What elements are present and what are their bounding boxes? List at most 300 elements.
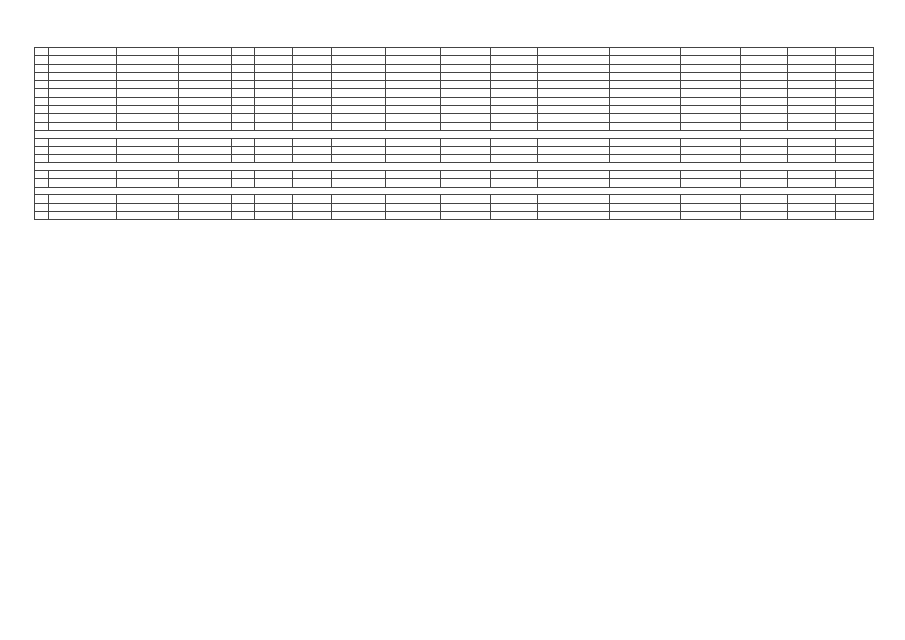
value-cell [787, 138, 836, 146]
value-cell [490, 97, 538, 105]
value-cell [232, 114, 255, 122]
value-cell [116, 114, 178, 122]
value-cell [178, 171, 231, 179]
value-cell [538, 179, 609, 187]
value-cell [254, 81, 293, 89]
value-cell [787, 106, 836, 114]
value-cell [609, 64, 680, 72]
row-number-cell [35, 81, 49, 89]
address-cell [48, 171, 116, 179]
table-row [35, 89, 874, 97]
value-cell [440, 171, 490, 179]
column-number-cell [440, 48, 490, 56]
column-number-cell [254, 48, 293, 56]
value-cell [787, 97, 836, 105]
value-cell [787, 64, 836, 72]
table-row [35, 97, 874, 105]
value-cell [440, 97, 490, 105]
value-cell [178, 114, 231, 122]
value-cell [609, 122, 680, 130]
value-cell [178, 203, 231, 211]
row-number-cell [35, 97, 49, 105]
value-cell [836, 146, 874, 154]
value-cell [178, 106, 231, 114]
value-cell [386, 122, 440, 130]
value-cell [787, 179, 836, 187]
value-cell [116, 56, 178, 64]
value-cell [116, 195, 178, 203]
value-cell [254, 203, 293, 211]
column-number-cell [178, 48, 231, 56]
value-cell [386, 146, 440, 154]
value-cell [178, 122, 231, 130]
value-cell [836, 81, 874, 89]
value-cell [116, 146, 178, 154]
value-cell [490, 211, 538, 219]
value-cell [741, 122, 787, 130]
value-cell [116, 81, 178, 89]
address-cell [48, 122, 116, 130]
value-cell [787, 195, 836, 203]
value-cell [332, 72, 386, 80]
value-cell [741, 155, 787, 163]
address-cell [48, 64, 116, 72]
value-cell [538, 56, 609, 64]
value-cell [609, 138, 680, 146]
value-cell [386, 211, 440, 219]
value-cell [538, 203, 609, 211]
column-number-cell [332, 48, 386, 56]
value-cell [440, 106, 490, 114]
table-row [35, 114, 874, 122]
value-cell [440, 72, 490, 80]
subtotal-row [35, 179, 874, 187]
value-cell [332, 195, 386, 203]
value-cell [178, 81, 231, 89]
address-cell [48, 155, 116, 163]
column-number-cell [609, 48, 680, 56]
value-cell [293, 195, 332, 203]
value-cell [538, 195, 609, 203]
value-cell [741, 171, 787, 179]
section-title [35, 187, 874, 195]
value-cell [293, 138, 332, 146]
value-cell [254, 171, 293, 179]
value-cell [440, 138, 490, 146]
value-cell [293, 89, 332, 97]
value-cell [538, 106, 609, 114]
value-cell [836, 179, 874, 187]
value-cell [293, 122, 332, 130]
value-cell [386, 114, 440, 122]
value-cell [232, 179, 255, 187]
value-cell [293, 146, 332, 154]
value-cell [490, 146, 538, 154]
value-cell [116, 171, 178, 179]
value-cell [681, 211, 741, 219]
value-cell [116, 64, 178, 72]
table-row [35, 195, 874, 203]
value-cell [538, 138, 609, 146]
table-row [35, 106, 874, 114]
value-cell [440, 211, 490, 219]
value-cell [609, 211, 680, 219]
value-cell [440, 146, 490, 154]
address-cell [48, 195, 116, 203]
value-cell [332, 171, 386, 179]
value-cell [490, 72, 538, 80]
value-cell [232, 122, 255, 130]
table-row [35, 138, 874, 146]
value-cell [609, 81, 680, 89]
value-cell [254, 195, 293, 203]
value-cell [386, 72, 440, 80]
value-cell [490, 179, 538, 187]
value-cell [440, 195, 490, 203]
value-cell [836, 89, 874, 97]
value-cell [440, 122, 490, 130]
value-cell [254, 179, 293, 187]
value-cell [440, 81, 490, 89]
value-cell [836, 203, 874, 211]
value-cell [538, 89, 609, 97]
address-cell [48, 114, 116, 122]
value-cell [741, 64, 787, 72]
value-cell [386, 155, 440, 163]
value-cell [440, 155, 490, 163]
row-number-cell [35, 138, 49, 146]
column-number-cell [386, 48, 440, 56]
column-number-cell [48, 48, 116, 56]
row-number-cell [35, 195, 49, 203]
subtotal-row [35, 122, 874, 130]
value-cell [254, 56, 293, 64]
value-cell [836, 72, 874, 80]
column-number-row [35, 48, 874, 56]
value-cell [787, 211, 836, 219]
value-cell [332, 211, 386, 219]
value-cell [681, 195, 741, 203]
value-cell [490, 114, 538, 122]
row-number-cell [35, 56, 49, 64]
section-header-row [35, 187, 874, 195]
address-cell [48, 89, 116, 97]
value-cell [386, 138, 440, 146]
value-cell [836, 64, 874, 72]
value-cell [741, 56, 787, 64]
value-cell [681, 122, 741, 130]
value-cell [254, 122, 293, 130]
value-cell [116, 97, 178, 105]
value-cell [293, 211, 332, 219]
value-cell [836, 114, 874, 122]
value-cell [741, 89, 787, 97]
value-cell [178, 56, 231, 64]
value-cell [232, 155, 255, 163]
table-row [35, 64, 874, 72]
value-cell [538, 81, 609, 89]
value-cell [787, 56, 836, 64]
value-cell [836, 171, 874, 179]
value-cell [741, 146, 787, 154]
value-cell [386, 56, 440, 64]
value-cell [787, 122, 836, 130]
value-cell [609, 146, 680, 154]
value-cell [116, 72, 178, 80]
value-cell [116, 211, 178, 219]
address-cell [48, 81, 116, 89]
value-cell [440, 56, 490, 64]
table-row [35, 56, 874, 64]
value-cell [836, 195, 874, 203]
row-number-cell [35, 64, 49, 72]
value-cell [178, 195, 231, 203]
value-cell [116, 203, 178, 211]
value-cell [741, 203, 787, 211]
value-cell [254, 106, 293, 114]
value-cell [741, 114, 787, 122]
value-cell [787, 89, 836, 97]
column-number-cell [741, 48, 787, 56]
value-cell [178, 155, 231, 163]
value-cell [440, 203, 490, 211]
address-cell [48, 106, 116, 114]
column-number-cell [538, 48, 609, 56]
value-cell [490, 155, 538, 163]
value-cell [293, 97, 332, 105]
value-cell [178, 146, 231, 154]
value-cell [178, 97, 231, 105]
value-cell [609, 155, 680, 163]
value-cell [681, 146, 741, 154]
value-cell [293, 155, 332, 163]
value-cell [681, 138, 741, 146]
value-cell [254, 72, 293, 80]
value-cell [609, 203, 680, 211]
value-cell [293, 56, 332, 64]
row-number-cell [35, 72, 49, 80]
column-number-cell [490, 48, 538, 56]
value-cell [741, 138, 787, 146]
table-row [35, 81, 874, 89]
value-cell [490, 56, 538, 64]
value-cell [681, 64, 741, 72]
value-cell [681, 81, 741, 89]
value-cell [254, 211, 293, 219]
value-cell [254, 138, 293, 146]
value-cell [538, 72, 609, 80]
value-cell [232, 97, 255, 105]
value-cell [681, 155, 741, 163]
value-cell [254, 155, 293, 163]
value-cell [741, 211, 787, 219]
value-cell [332, 106, 386, 114]
subtotal-row [35, 203, 874, 211]
value-cell [232, 195, 255, 203]
column-number-cell [116, 48, 178, 56]
value-cell [787, 171, 836, 179]
value-cell [681, 97, 741, 105]
value-cell [609, 72, 680, 80]
table-row [35, 171, 874, 179]
value-cell [538, 97, 609, 105]
column-number-cell [35, 48, 49, 56]
value-cell [681, 114, 741, 122]
value-cell [386, 81, 440, 89]
value-cell [741, 81, 787, 89]
value-cell [232, 106, 255, 114]
value-cell [293, 64, 332, 72]
value-cell [787, 146, 836, 154]
value-cell [609, 171, 680, 179]
address-cell [48, 203, 116, 211]
value-cell [293, 203, 332, 211]
value-cell [178, 179, 231, 187]
address-cell [48, 56, 116, 64]
value-cell [440, 114, 490, 122]
value-cell [178, 72, 231, 80]
section-title [35, 130, 874, 138]
value-cell [681, 72, 741, 80]
value-cell [386, 203, 440, 211]
value-cell [178, 64, 231, 72]
value-cell [490, 89, 538, 97]
value-cell [232, 89, 255, 97]
value-cell [609, 195, 680, 203]
value-cell [609, 56, 680, 64]
value-cell [787, 114, 836, 122]
value-cell [254, 64, 293, 72]
value-cell [490, 64, 538, 72]
value-cell [609, 114, 680, 122]
value-cell [332, 89, 386, 97]
row-number-cell [35, 146, 49, 154]
column-number-cell [293, 48, 332, 56]
value-cell [293, 72, 332, 80]
value-cell [440, 89, 490, 97]
value-cell [681, 106, 741, 114]
value-cell [116, 138, 178, 146]
value-cell [836, 97, 874, 105]
value-cell [836, 56, 874, 64]
value-cell [538, 155, 609, 163]
value-cell [681, 171, 741, 179]
address-cell [48, 97, 116, 105]
value-cell [254, 97, 293, 105]
value-cell [293, 171, 332, 179]
value-cell [787, 155, 836, 163]
value-cell [440, 64, 490, 72]
value-cell [116, 155, 178, 163]
row-number-cell [35, 106, 49, 114]
section-title [35, 163, 874, 171]
row-number-cell [35, 122, 49, 130]
value-cell [116, 179, 178, 187]
table-row [35, 72, 874, 80]
column-number-cell [232, 48, 255, 56]
address-cell [48, 138, 116, 146]
value-cell [386, 64, 440, 72]
value-cell [332, 138, 386, 146]
value-cell [254, 146, 293, 154]
grand-total-row [35, 211, 874, 219]
value-cell [490, 138, 538, 146]
value-cell [232, 81, 255, 89]
value-cell [232, 138, 255, 146]
value-cell [836, 106, 874, 114]
column-number-cell [787, 48, 836, 56]
value-cell [332, 146, 386, 154]
value-cell [787, 72, 836, 80]
value-cell [836, 122, 874, 130]
subtotal-row [35, 155, 874, 163]
value-cell [741, 179, 787, 187]
row-number-cell [35, 114, 49, 122]
value-cell [741, 195, 787, 203]
value-cell [386, 106, 440, 114]
value-cell [232, 146, 255, 154]
value-cell [538, 114, 609, 122]
value-cell [332, 122, 386, 130]
value-cell [386, 179, 440, 187]
value-cell [386, 89, 440, 97]
value-cell [490, 81, 538, 89]
row-number-cell [35, 203, 49, 211]
value-cell [116, 106, 178, 114]
value-cell [232, 171, 255, 179]
row-number-cell [35, 155, 49, 163]
value-cell [116, 89, 178, 97]
value-cell [232, 64, 255, 72]
value-cell [332, 56, 386, 64]
value-cell [332, 81, 386, 89]
section-header-row [35, 163, 874, 171]
value-cell [681, 89, 741, 97]
value-cell [538, 146, 609, 154]
value-cell [332, 97, 386, 105]
value-cell [490, 195, 538, 203]
value-cell [386, 195, 440, 203]
value-cell [681, 56, 741, 64]
value-cell [538, 171, 609, 179]
row-number-cell [35, 171, 49, 179]
value-cell [116, 122, 178, 130]
value-cell [681, 179, 741, 187]
address-cell [48, 72, 116, 80]
value-cell [741, 106, 787, 114]
address-cell [48, 211, 116, 219]
value-cell [232, 56, 255, 64]
value-cell [293, 81, 332, 89]
value-cell [178, 211, 231, 219]
value-cell [490, 171, 538, 179]
value-cell [232, 72, 255, 80]
value-cell [386, 97, 440, 105]
value-cell [787, 81, 836, 89]
value-cell [254, 89, 293, 97]
value-cell [609, 89, 680, 97]
value-cell [787, 203, 836, 211]
value-cell [178, 89, 231, 97]
value-cell [332, 114, 386, 122]
value-cell [254, 114, 293, 122]
address-cell [48, 146, 116, 154]
register-table-body [35, 48, 874, 220]
value-cell [741, 97, 787, 105]
value-cell [440, 179, 490, 187]
value-cell [293, 106, 332, 114]
address-cell [48, 179, 116, 187]
